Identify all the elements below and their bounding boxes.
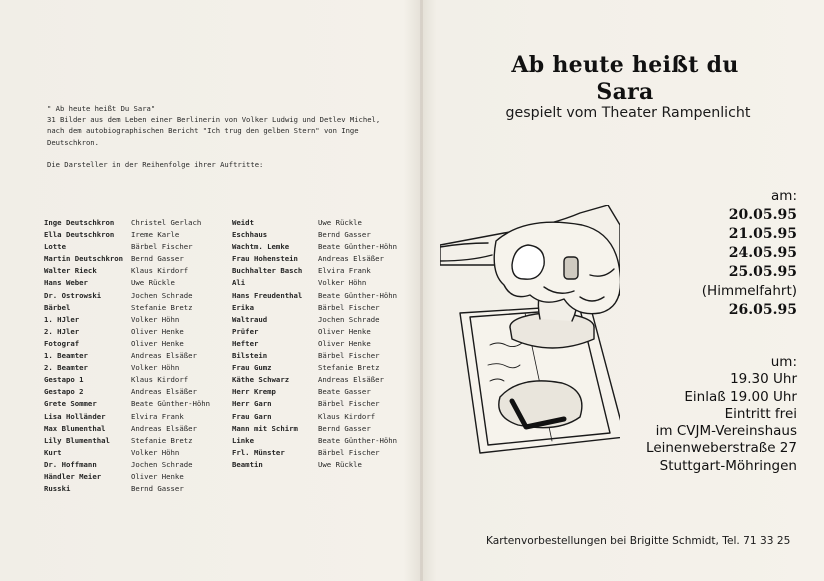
cast-heading: Die Darsteller in der Reihenfolge ihrer Auftritte: [47,159,264,169]
actor-name: Beate Gasser [318,387,371,397]
actor-name: Bernd Gasser [318,423,371,433]
cast-roles-column-2 [232,217,302,471]
intro-text [47,103,387,170]
actor-name: Uwe Rückle [318,218,362,227]
actor-name: Bernd Gasser [131,484,184,494]
role-name: Russki [44,484,71,494]
role-name: Martin Deutschkron [44,254,124,264]
role-name: Herr Kremp [232,387,276,397]
stamp-illustration [440,205,620,460]
actor-name: Volker Höhn [131,314,180,324]
role-name: Kurt [44,447,62,457]
role-name: Walter Rieck [44,266,97,276]
role-name: Prüfer [232,326,259,336]
role-name: Händler Meier [44,471,102,481]
actor-name: Bärbel Fischer [318,399,380,409]
actor-name: Christel Gerlach [131,218,202,227]
role-name: Gestapo 1 [44,375,84,385]
date-item: 21.05.95 [728,226,797,242]
venue-street: Leinenweberstraße 27 [646,440,797,457]
actor-name: Andreas Elsäßer [131,351,197,361]
role-name: Erika [232,302,254,312]
entry-fee: Eintritt frei [724,405,797,422]
performance-dates [702,187,797,320]
actor-name: Beate Günther-Höhn [318,435,398,445]
actor-name: Stefanie Bretz [318,363,380,373]
date-note: (Himmelfahrt) [701,283,797,299]
actor-name: Oliver Henke [131,326,184,336]
date-item: 26.05.95 [728,302,797,318]
role-name: Grete Sommer [44,399,97,409]
role-name: Buchhalter Basch [232,266,303,276]
role-name: Inge Deutschkron [44,218,115,227]
role-name: Wachtm. Lemke [232,242,290,252]
role-name: 1. HJler [44,314,80,324]
dates-label: am: [771,188,797,204]
event-info [646,354,797,475]
cast-roles-column-1 [44,217,123,495]
role-name: Lotte [44,242,66,252]
actor-name: Elvira Frank [131,411,184,421]
role-name: 2. Beamter [44,363,88,373]
role-name: Hans Freudenthal [232,290,303,300]
role-name: Ali [232,278,246,288]
play-title [490,52,760,106]
role-name: Dr. Hoffmann [44,459,97,469]
actor-name: Volker Höhn [131,363,180,373]
date-item: 25.05.95 [728,264,797,280]
actor-name: Stefanie Bretz [131,302,193,312]
start-time: 19.30 Uhr [730,371,797,388]
role-name: Eschhaus [232,230,268,240]
actor-name: Andreas Elsäßer [318,254,384,264]
role-name: Weidt [232,218,254,227]
cast-actors-column-1 [131,217,210,495]
actor-name: Klaus Kirdorf [318,411,376,421]
actor-name: Klaus Kirdorf [131,266,189,276]
intro-line: 31 Bilder aus dem Leben einer Berlinerin von Volker Ludwig und Detlev Michel, [47,115,381,125]
actor-name: Bernd Gasser [318,230,371,240]
intro-line: " Ab heute heißt Du Sara" [47,104,156,113]
actor-name: Jochen Schrade [131,459,193,469]
actor-name: Oliver Henke [131,471,184,481]
date-item: 20.05.95 [728,207,797,223]
role-name: 2. HJler [44,326,80,336]
actor-name: Beate Günther-Höhn [131,399,211,409]
play-subtitle: gespielt vom Theater Rampenlicht [505,105,751,121]
role-name: Bilstein [232,351,268,361]
role-name: Dr. Ostrowski [44,290,102,300]
role-name: Linke [232,435,254,445]
role-name: Bärbel [44,302,71,312]
actor-name: Uwe Rückle [131,278,175,288]
actor-name: Stefanie Bretz [131,435,193,445]
role-name: 1. Beamter [44,351,88,361]
actor-name: Oliver Henke [131,338,184,348]
role-name: Fotograf [44,338,80,348]
ticket-booking-info: Kartenvorbestellungen bei Brigitte Schmidt, Tel. 71 33 25 [486,535,791,547]
actor-name: Ireme Karle [131,230,180,240]
role-name: Gestapo 2 [44,387,84,397]
role-name: Herr Garn [232,399,272,409]
role-name: Frl. Münster [232,447,285,457]
page-fold [420,0,423,581]
actor-name: Andreas Elsäßer [131,423,197,433]
actor-name: Bärbel Fischer [131,242,193,252]
role-name: Beamtin [232,459,263,469]
actor-name: Bernd Gasser [131,254,184,264]
venue-name: im CVJM-Vereinshaus [655,423,797,440]
role-name: Lily Blumenthal [44,435,110,445]
time-label: um: [770,354,797,370]
intro-line: Deutschkron. [47,137,99,147]
title-line-2: Sara [596,79,654,105]
actor-name: Bärbel Fischer [318,351,380,361]
actor-name: Uwe Rückle [318,459,362,469]
role-name: Hefter [232,338,259,348]
role-name: Max Blumenthal [44,423,106,433]
admission-time: Einlaß 19.00 Uhr [684,388,797,405]
role-name: Ella Deutschkron [44,230,115,240]
role-name: Frau Garn [232,411,272,421]
cast-actors-column-2 [318,217,397,471]
venue-city: Stuttgart-Möhringen [659,457,797,474]
actor-name: Beate Günther-Höhn [318,242,398,252]
role-name: Lisa Holländer [44,411,106,421]
actor-name: Jochen Schrade [131,290,193,300]
actor-name: Klaus Kirdorf [131,375,189,385]
role-name: Mann mit Schirm [232,423,298,433]
role-name: Käthe Schwarz [232,375,290,385]
role-name: Hans Weber [44,278,88,288]
actor-name: Volker Höhn [131,447,180,457]
intro-line: nach dem autobiographischen Bericht "Ich trug den gelben Stern" von Inge [47,126,359,136]
role-name: Frau Gumz [232,363,272,373]
actor-name: Volker Höhn [318,278,367,288]
actor-name: Andreas Elsäßer [131,387,197,397]
role-name: Frau Hohenstein [232,254,298,264]
actor-name: Elvira Frank [318,266,371,276]
actor-name: Oliver Henke [318,338,371,348]
title-line-1: Ab heute heißt du [511,52,739,78]
actor-name: Oliver Henke [318,326,371,336]
actor-name: Bärbel Fischer [318,302,380,312]
role-name: Waltraud [232,314,268,324]
date-item: 24.05.95 [728,245,797,261]
actor-name: Beate Günther-Höhn [318,290,398,300]
actor-name: Bärbel Fischer [318,447,380,457]
actor-name: Andreas Elsäßer [318,375,384,385]
actor-name: Jochen Schrade [318,314,380,324]
